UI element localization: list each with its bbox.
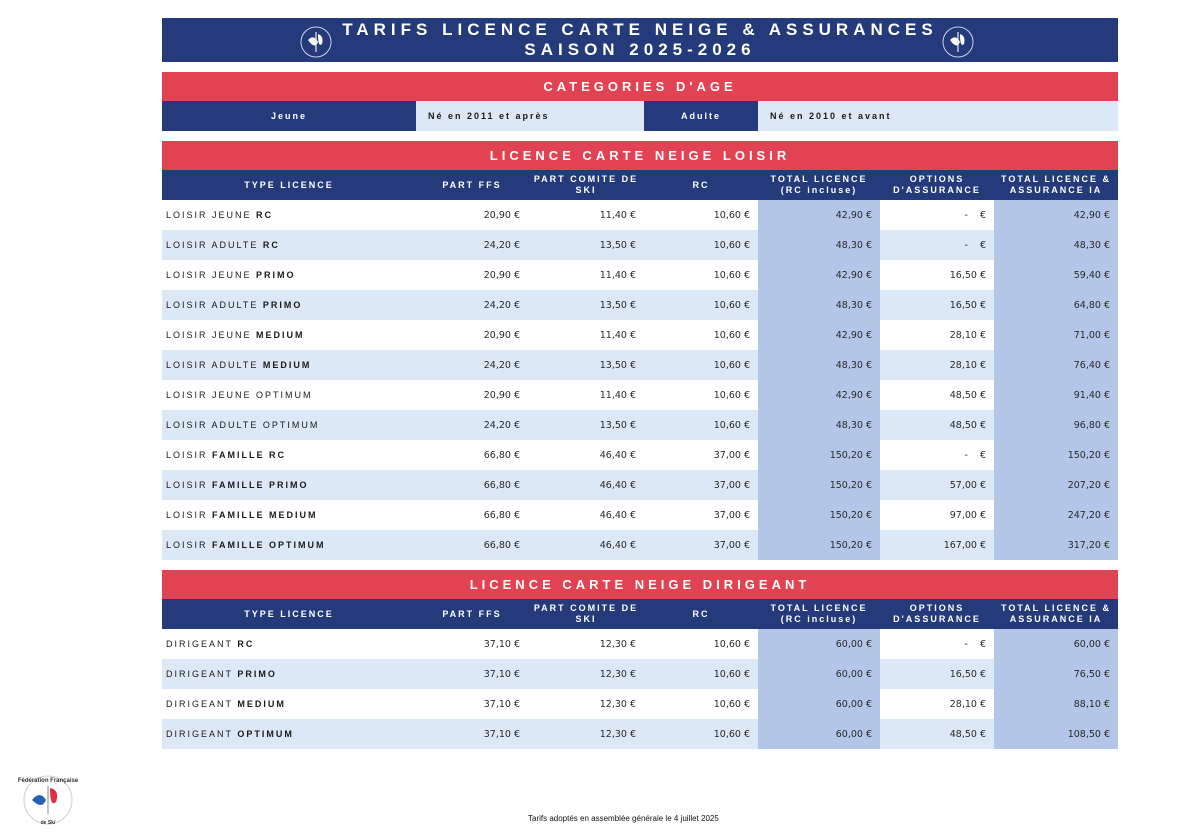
- col-comite: PART COMITE DE SKI: [528, 599, 644, 629]
- licence-type-prefix: DIRIGEANT: [166, 669, 238, 679]
- licence-type-level: PRIMO: [237, 669, 277, 679]
- part-ffs-cell: 37,10 €: [416, 629, 528, 659]
- licence-type-level: RC: [256, 210, 274, 220]
- part-comite-cell: 46,40 €: [528, 470, 644, 500]
- part-ffs-cell: 37,10 €: [416, 659, 528, 689]
- options-assurance-cell: 28,10 €: [880, 320, 994, 350]
- rc-cell: 37,00 €: [644, 500, 758, 530]
- table-row: [162, 500, 1118, 530]
- total-licence-cell: 48,30 €: [758, 230, 880, 260]
- adulte-label: Adulte: [644, 101, 758, 131]
- part-ffs-cell: 20,90 €: [416, 380, 528, 410]
- svg-text:de Ski: de Ski: [40, 820, 56, 826]
- total-ia-cell: 64,80 €: [994, 290, 1118, 320]
- part-ffs-cell: 24,20 €: [416, 410, 528, 440]
- licence-type-level: FAMILLE MEDIUM: [212, 510, 318, 520]
- part-comite-cell: 46,40 €: [528, 530, 644, 560]
- part-ffs-cell: 20,90 €: [416, 260, 528, 290]
- title-bar: [162, 18, 1118, 62]
- licence-type-cell: [162, 230, 416, 260]
- options-assurance-cell: - €: [880, 629, 994, 659]
- total-licence-cell: 42,90 €: [758, 200, 880, 230]
- part-comite-cell: 11,40 €: [528, 320, 644, 350]
- options-assurance-cell: 48,50 €: [880, 410, 994, 440]
- total-licence-cell: 60,00 €: [758, 719, 880, 749]
- licence-type-level: RC: [237, 639, 255, 649]
- svg-text:Fédération Française: Fédération Française: [18, 778, 78, 784]
- table-row: [162, 629, 1118, 659]
- licence-type-prefix: LOISIR: [166, 540, 213, 550]
- licence-type-prefix: DIRIGEANT: [166, 699, 238, 709]
- licence-type-prefix: LOISIR ADULTE OPTIMUM: [166, 420, 320, 430]
- total-licence-cell: 150,20 €: [758, 440, 880, 470]
- licence-type-prefix: LOISIR JEUNE: [166, 210, 257, 220]
- options-assurance-cell: 16,50 €: [880, 260, 994, 290]
- total-licence-cell: 42,90 €: [758, 380, 880, 410]
- total-licence-cell: 60,00 €: [758, 689, 880, 719]
- part-ffs-cell: 20,90 €: [416, 200, 528, 230]
- age-categories-row: [162, 101, 1118, 131]
- col-total-ia: TOTAL LICENCE & ASSURANCE IA: [994, 170, 1118, 200]
- options-assurance-cell: - €: [880, 230, 994, 260]
- loisir-section-title: LICENCE CARTE NEIGE LOISIR: [162, 141, 1118, 170]
- total-licence-cell: 150,20 €: [758, 470, 880, 500]
- total-ia-cell: 60,00 €: [994, 629, 1118, 659]
- total-ia-cell: 59,40 €: [994, 260, 1118, 290]
- table-row: [162, 230, 1118, 260]
- part-comite-cell: 13,50 €: [528, 410, 644, 440]
- total-licence-cell: 60,00 €: [758, 659, 880, 689]
- licence-type-prefix: DIRIGEANT: [166, 639, 238, 649]
- total-licence-cell: 48,30 €: [758, 410, 880, 440]
- table-row: [162, 719, 1118, 749]
- table-row: [162, 260, 1118, 290]
- licence-type-prefix: LOISIR JEUNE: [166, 330, 257, 340]
- adulte-value: Né en 2010 et avant: [758, 101, 1118, 131]
- part-ffs-cell: 37,10 €: [416, 689, 528, 719]
- tariff-sheet: [162, 18, 1118, 749]
- part-ffs-cell: 37,10 €: [416, 719, 528, 749]
- table-row: [162, 530, 1118, 560]
- total-ia-cell: 42,90 €: [994, 200, 1118, 230]
- licence-type-prefix: LOISIR JEUNE: [166, 270, 257, 280]
- total-ia-cell: 108,50 €: [994, 719, 1118, 749]
- licence-type-level: PRIMO: [262, 300, 303, 310]
- total-ia-cell: 247,20 €: [994, 500, 1118, 530]
- rc-cell: 10,60 €: [644, 719, 758, 749]
- col-rc: RC: [644, 170, 758, 200]
- part-comite-cell: 12,30 €: [528, 659, 644, 689]
- part-comite-cell: 12,30 €: [528, 689, 644, 719]
- total-ia-cell: 207,20 €: [994, 470, 1118, 500]
- options-assurance-cell: 57,00 €: [880, 470, 994, 500]
- rc-cell: 37,00 €: [644, 440, 758, 470]
- options-assurance-cell: 16,50 €: [880, 659, 994, 689]
- dirigeant-header-row: [162, 599, 1118, 629]
- total-licence-cell: 60,00 €: [758, 629, 880, 659]
- jeune-label: Jeune: [162, 101, 416, 131]
- licence-type-prefix: LOISIR: [166, 450, 213, 460]
- col-total: TOTAL LICENCE (RC incluse): [758, 170, 880, 200]
- col-ffs: PART FFS: [416, 170, 528, 200]
- options-assurance-cell: 16,50 €: [880, 290, 994, 320]
- total-ia-cell: 71,00 €: [994, 320, 1118, 350]
- table-row: [162, 200, 1118, 230]
- total-licence-cell: 42,90 €: [758, 260, 880, 290]
- part-comite-cell: 11,40 €: [528, 200, 644, 230]
- licence-type-prefix: LOISIR JEUNE OPTIMUM: [166, 390, 313, 400]
- part-ffs-cell: 66,80 €: [416, 440, 528, 470]
- options-assurance-cell: - €: [880, 440, 994, 470]
- part-comite-cell: 12,30 €: [528, 719, 644, 749]
- rc-cell: 10,60 €: [644, 260, 758, 290]
- total-ia-cell: 88,10 €: [994, 689, 1118, 719]
- total-licence-cell: 150,20 €: [758, 530, 880, 560]
- col-type: TYPE LICENCE: [162, 170, 416, 200]
- licence-type-level: MEDIUM: [237, 699, 286, 709]
- total-ia-cell: 48,30 €: [994, 230, 1118, 260]
- licence-type-cell: [162, 500, 416, 530]
- rc-cell: 37,00 €: [644, 470, 758, 500]
- options-assurance-cell: 48,50 €: [880, 719, 994, 749]
- table-row: [162, 470, 1118, 500]
- col-comite: PART COMITE DE SKI: [528, 170, 644, 200]
- licence-type-cell: [162, 470, 416, 500]
- footer-note: Tarifs adoptés en assemblée générale le 4 juillet 2025: [528, 814, 719, 823]
- title-line-2: SAISON 2025-2026: [524, 40, 756, 59]
- options-assurance-cell: 28,10 €: [880, 350, 994, 380]
- options-assurance-cell: 167,00 €: [880, 530, 994, 560]
- table-row: [162, 290, 1118, 320]
- part-comite-cell: 11,40 €: [528, 260, 644, 290]
- part-ffs-cell: 66,80 €: [416, 530, 528, 560]
- licence-type-prefix: DIRIGEANT: [166, 729, 238, 739]
- ffs-logo-icon: [296, 22, 336, 66]
- total-ia-cell: 76,40 €: [994, 350, 1118, 380]
- licence-type-prefix: LOISIR ADULTE: [166, 240, 263, 250]
- licence-type-cell: [162, 260, 416, 290]
- dirigeant-table: [162, 599, 1118, 749]
- rc-cell: 10,60 €: [644, 320, 758, 350]
- table-row: [162, 350, 1118, 380]
- rc-cell: 10,60 €: [644, 629, 758, 659]
- licence-type-cell: [162, 530, 416, 560]
- part-ffs-cell: 20,90 €: [416, 320, 528, 350]
- total-licence-cell: 42,90 €: [758, 320, 880, 350]
- part-comite-cell: 11,40 €: [528, 380, 644, 410]
- licence-type-prefix: LOISIR ADULTE: [166, 300, 263, 310]
- licence-type-level: MEDIUM: [262, 360, 312, 370]
- licence-type-prefix: LOISIR ADULTE: [166, 360, 263, 370]
- total-ia-cell: 76,50 €: [994, 659, 1118, 689]
- rc-cell: 37,00 €: [644, 530, 758, 560]
- part-comite-cell: 46,40 €: [528, 500, 644, 530]
- rc-cell: 10,60 €: [644, 230, 758, 260]
- table-row: [162, 689, 1118, 719]
- rc-cell: 10,60 €: [644, 659, 758, 689]
- licence-type-level: MEDIUM: [256, 330, 305, 340]
- part-ffs-cell: 66,80 €: [416, 500, 528, 530]
- options-assurance-cell: 48,50 €: [880, 380, 994, 410]
- licence-type-prefix: LOISIR: [166, 480, 213, 490]
- licence-type-cell: [162, 719, 416, 749]
- dirigeant-section-title: LICENCE CARTE NEIGE DIRIGEANT: [162, 570, 1118, 599]
- part-comite-cell: 13,50 €: [528, 350, 644, 380]
- total-licence-cell: 150,20 €: [758, 500, 880, 530]
- rc-cell: 10,60 €: [644, 689, 758, 719]
- part-comite-cell: 46,40 €: [528, 440, 644, 470]
- licence-type-cell: [162, 440, 416, 470]
- part-comite-cell: 13,50 €: [528, 230, 644, 260]
- rc-cell: 10,60 €: [644, 410, 758, 440]
- rc-cell: 10,60 €: [644, 290, 758, 320]
- licence-type-cell: [162, 200, 416, 230]
- licence-type-level: PRIMO: [256, 270, 296, 280]
- licence-type-cell: [162, 659, 416, 689]
- part-ffs-cell: 24,20 €: [416, 350, 528, 380]
- licence-type-level: FAMILLE PRIMO: [212, 480, 309, 490]
- col-options: OPTIONS D'ASSURANCE: [880, 170, 994, 200]
- licence-type-level: FAMILLE OPTIMUM: [212, 540, 326, 550]
- licence-type-prefix: LOISIR: [166, 510, 213, 520]
- rc-cell: 10,60 €: [644, 380, 758, 410]
- col-total: TOTAL LICENCE (RC incluse): [758, 599, 880, 629]
- col-type: TYPE LICENCE: [162, 599, 416, 629]
- licence-type-cell: [162, 689, 416, 719]
- options-assurance-cell: 28,10 €: [880, 689, 994, 719]
- table-row: [162, 410, 1118, 440]
- col-ffs: PART FFS: [416, 599, 528, 629]
- options-assurance-cell: 97,00 €: [880, 500, 994, 530]
- part-comite-cell: 13,50 €: [528, 290, 644, 320]
- total-ia-cell: 150,20 €: [994, 440, 1118, 470]
- total-ia-cell: 317,20 €: [994, 530, 1118, 560]
- options-assurance-cell: - €: [880, 200, 994, 230]
- title-line-1: TARIFS LICENCE CARTE NEIGE & ASSURANCES: [342, 20, 938, 39]
- table-row: [162, 440, 1118, 470]
- licence-type-cell: [162, 350, 416, 380]
- part-ffs-cell: 24,20 €: [416, 230, 528, 260]
- table-row: [162, 659, 1118, 689]
- table-row: [162, 380, 1118, 410]
- ffs-footer-logo-icon: [18, 770, 78, 830]
- licence-type-level: FAMILLE RC: [212, 450, 287, 460]
- part-ffs-cell: 24,20 €: [416, 290, 528, 320]
- licence-type-cell: [162, 320, 416, 350]
- licence-type-cell: [162, 380, 416, 410]
- rc-cell: 10,60 €: [644, 200, 758, 230]
- total-licence-cell: 48,30 €: [758, 350, 880, 380]
- jeune-value: Né en 2011 et après: [416, 101, 644, 131]
- table-row: [162, 320, 1118, 350]
- part-comite-cell: 12,30 €: [528, 629, 644, 659]
- ffs-logo-icon: [938, 22, 978, 66]
- age-categories-title: CATEGORIES D'AGE: [162, 72, 1118, 101]
- total-ia-cell: 96,80 €: [994, 410, 1118, 440]
- licence-type-cell: [162, 410, 416, 440]
- col-rc: RC: [644, 599, 758, 629]
- part-ffs-cell: 66,80 €: [416, 470, 528, 500]
- licence-type-level: RC: [262, 240, 280, 250]
- licence-type-cell: [162, 629, 416, 659]
- loisir-header-row: [162, 170, 1118, 200]
- loisir-table: [162, 170, 1118, 560]
- total-ia-cell: 91,40 €: [994, 380, 1118, 410]
- licence-type-cell: [162, 290, 416, 320]
- licence-type-level: OPTIMUM: [237, 729, 294, 739]
- rc-cell: 10,60 €: [644, 350, 758, 380]
- col-total-ia: TOTAL LICENCE & ASSURANCE IA: [994, 599, 1118, 629]
- total-licence-cell: 48,30 €: [758, 290, 880, 320]
- col-options: OPTIONS D'ASSURANCE: [880, 599, 994, 629]
